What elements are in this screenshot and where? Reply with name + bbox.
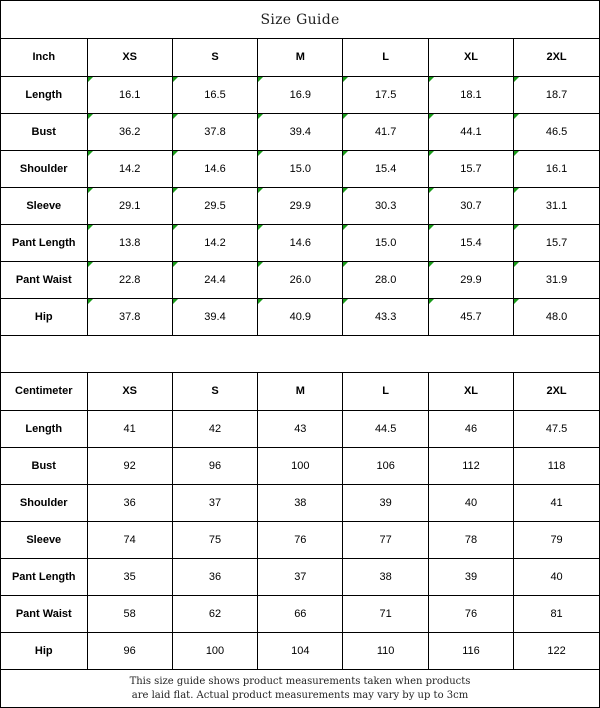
measurement-cell: 74 [87, 521, 172, 558]
measurement-cell: 62 [172, 595, 257, 632]
measurement-cell: 14.2 [87, 150, 172, 187]
measurement-cell: 15.0 [258, 150, 343, 187]
measurement-cell: 13.8 [87, 224, 172, 261]
measurement-cell: 46.5 [514, 113, 599, 150]
row-label: Pant Waist [1, 261, 87, 298]
size-header: L [343, 39, 428, 76]
measurement-cell: 100 [172, 632, 257, 669]
measurement-cell: 75 [172, 521, 257, 558]
measurement-cell: 43.3 [343, 298, 428, 335]
measurement-cell: 39.4 [258, 113, 343, 150]
size-header: XS [87, 39, 172, 76]
measurement-cell: 44.5 [343, 410, 428, 447]
row-label: Bust [1, 447, 87, 484]
measurement-cell: 45.7 [428, 298, 513, 335]
size-header: XL [428, 373, 513, 410]
measurement-cell: 92 [87, 447, 172, 484]
measurement-cell: 40 [428, 484, 513, 521]
measurement-cell: 47.5 [514, 410, 599, 447]
measurement-cell: 15.4 [343, 150, 428, 187]
measurement-cell: 76 [258, 521, 343, 558]
measurement-cell: 37.8 [172, 113, 257, 150]
measurement-cell: 110 [343, 632, 428, 669]
size-header: S [172, 39, 257, 76]
centimeter-size-table [1, 373, 599, 670]
size-header: XL [428, 39, 513, 76]
measurement-cell: 18.1 [428, 76, 513, 113]
measurement-cell: 79 [514, 521, 599, 558]
table-row [1, 632, 599, 669]
measurement-cell: 14.2 [172, 224, 257, 261]
unit-label: Inch [1, 39, 87, 76]
measurement-cell: 41 [87, 410, 172, 447]
table-row [1, 187, 599, 224]
note-line-1: This size guide shows product measurements taken when products [129, 675, 471, 687]
page-title: Size Guide [1, 1, 599, 39]
row-label: Hip [1, 298, 87, 335]
table-row [1, 484, 599, 521]
measurement-cell: 118 [514, 447, 599, 484]
measurement-cell: 58 [87, 595, 172, 632]
row-label: Hip [1, 632, 87, 669]
measurement-cell: 18.7 [514, 76, 599, 113]
table-header-row [1, 39, 599, 76]
size-header: XS [87, 373, 172, 410]
measurement-cell: 16.5 [172, 76, 257, 113]
measurement-cell: 77 [343, 521, 428, 558]
measurement-cell: 66 [258, 595, 343, 632]
measurement-cell: 16.1 [514, 150, 599, 187]
measurement-cell: 36.2 [87, 113, 172, 150]
measurement-cell: 39.4 [172, 298, 257, 335]
measurement-cell: 46 [428, 410, 513, 447]
table-row [1, 113, 599, 150]
measurement-cell: 35 [87, 558, 172, 595]
measurement-cell: 16.9 [258, 76, 343, 113]
row-label: Bust [1, 113, 87, 150]
size-header: 2XL [514, 39, 599, 76]
measurement-cell: 41 [514, 484, 599, 521]
measurement-cell: 15.7 [428, 150, 513, 187]
table-row [1, 521, 599, 558]
measurement-cell: 44.1 [428, 113, 513, 150]
measurement-cell: 39 [428, 558, 513, 595]
table-row [1, 410, 599, 447]
measurement-cell: 40 [514, 558, 599, 595]
measurement-cell: 15.0 [343, 224, 428, 261]
measurement-cell: 31.1 [514, 187, 599, 224]
measurement-cell: 38 [258, 484, 343, 521]
table-header-row [1, 373, 599, 410]
table-row [1, 261, 599, 298]
measurement-cell: 36 [172, 558, 257, 595]
row-label: Length [1, 76, 87, 113]
row-label: Pant Waist [1, 595, 87, 632]
measurement-cell: 122 [514, 632, 599, 669]
size-header: M [258, 39, 343, 76]
measurement-cell: 29.9 [428, 261, 513, 298]
measurement-cell: 71 [343, 595, 428, 632]
measurement-cell: 14.6 [258, 224, 343, 261]
row-label: Pant Length [1, 224, 87, 261]
inch-table-body [1, 39, 599, 335]
measurement-cell: 29.1 [87, 187, 172, 224]
measurement-cell: 15.7 [514, 224, 599, 261]
unit-label: Centimeter [1, 373, 87, 410]
measurement-cell: 81 [514, 595, 599, 632]
measurement-cell: 28.0 [343, 261, 428, 298]
row-label: Sleeve [1, 521, 87, 558]
note-line-2: are laid flat. Actual product measurements may vary by up to 3cm [131, 689, 469, 701]
measurement-cell: 39 [343, 484, 428, 521]
table-row [1, 447, 599, 484]
table-row [1, 298, 599, 335]
table-row [1, 558, 599, 595]
measurement-cell: 17.5 [343, 76, 428, 113]
measurement-cell: 29.5 [172, 187, 257, 224]
measurement-cell: 40.9 [258, 298, 343, 335]
row-label: Pant Length [1, 558, 87, 595]
size-header: M [258, 373, 343, 410]
size-header: L [343, 373, 428, 410]
measurement-cell: 116 [428, 632, 513, 669]
measurement-cell: 100 [258, 447, 343, 484]
inch-size-table [1, 39, 599, 336]
measurement-cell: 16.1 [87, 76, 172, 113]
measurement-cell: 78 [428, 521, 513, 558]
row-label: Length [1, 410, 87, 447]
size-header: S [172, 373, 257, 410]
cm-table-body [1, 373, 599, 669]
row-label: Shoulder [1, 150, 87, 187]
measurement-cell: 112 [428, 447, 513, 484]
measurement-cell: 76 [428, 595, 513, 632]
measurement-cell: 26.0 [258, 261, 343, 298]
measurement-cell: 96 [172, 447, 257, 484]
row-label: Shoulder [1, 484, 87, 521]
measurement-note [1, 670, 599, 707]
measurement-cell: 96 [87, 632, 172, 669]
size-header: 2XL [514, 373, 599, 410]
measurement-cell: 38 [343, 558, 428, 595]
measurement-cell: 41.7 [343, 113, 428, 150]
measurement-cell: 42 [172, 410, 257, 447]
table-row [1, 76, 599, 113]
measurement-cell: 43 [258, 410, 343, 447]
measurement-cell: 37 [172, 484, 257, 521]
measurement-cell: 22.8 [87, 261, 172, 298]
measurement-cell: 104 [258, 632, 343, 669]
measurement-cell: 37 [258, 558, 343, 595]
measurement-cell: 29.9 [258, 187, 343, 224]
measurement-cell: 36 [87, 484, 172, 521]
measurement-cell: 30.7 [428, 187, 513, 224]
measurement-cell: 37.8 [87, 298, 172, 335]
table-row [1, 224, 599, 261]
row-label: Sleeve [1, 187, 87, 224]
measurement-cell: 48.0 [514, 298, 599, 335]
measurement-cell: 31.9 [514, 261, 599, 298]
measurement-cell: 15.4 [428, 224, 513, 261]
table-spacer-row [1, 335, 599, 373]
measurement-cell: 106 [343, 447, 428, 484]
table-row [1, 595, 599, 632]
table-row [1, 150, 599, 187]
measurement-cell: 14.6 [172, 150, 257, 187]
measurement-cell: 30.3 [343, 187, 428, 224]
measurement-cell: 24.4 [172, 261, 257, 298]
